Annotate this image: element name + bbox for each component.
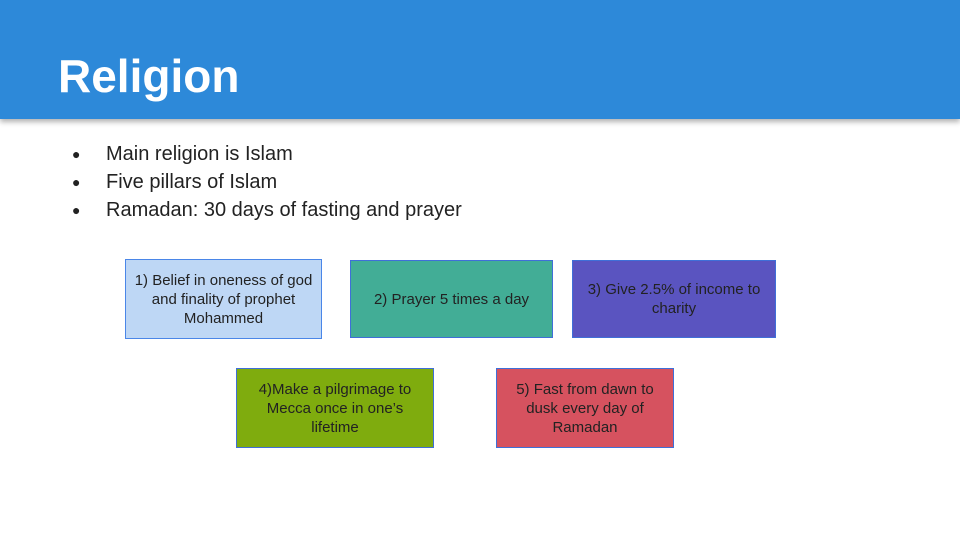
pillar-text: 1) Belief in oneness of god and finality of prophet Mohammed xyxy=(134,271,313,327)
bullet-item xyxy=(72,140,462,168)
bullet-item xyxy=(72,196,462,224)
pillar-text: 5) Fast from dawn to dusk every day of Ramadan xyxy=(516,380,654,436)
pillar-box-charity xyxy=(572,260,776,338)
bullet-item xyxy=(72,168,462,196)
slide-title: Religion xyxy=(58,50,240,102)
bullet-list xyxy=(72,140,462,224)
pillar-text: 2) Prayer 5 times a day xyxy=(373,290,530,308)
pillar-box-prayer xyxy=(350,260,553,338)
bullet-dot-icon: ● xyxy=(72,174,81,190)
pillar-box-pilgrimage xyxy=(236,368,434,448)
pillar-text: 3) Give 2.5% of income to charity xyxy=(587,281,761,317)
bullet-dot-icon: ● xyxy=(72,202,81,218)
bullet-dot-icon: ● xyxy=(72,146,81,162)
pillar-box-fasting xyxy=(496,368,674,448)
pillar-box-belief xyxy=(125,259,322,339)
pillar-text: 4)Make a pilgrimage to Mecca once in one’s lifetime xyxy=(258,380,412,436)
bullet-text: Five pillars of Islam xyxy=(106,171,278,193)
bullet-text: Ramadan: 30 days of fasting and prayer xyxy=(106,199,462,221)
bullet-text: Main religion is Islam xyxy=(106,143,293,165)
